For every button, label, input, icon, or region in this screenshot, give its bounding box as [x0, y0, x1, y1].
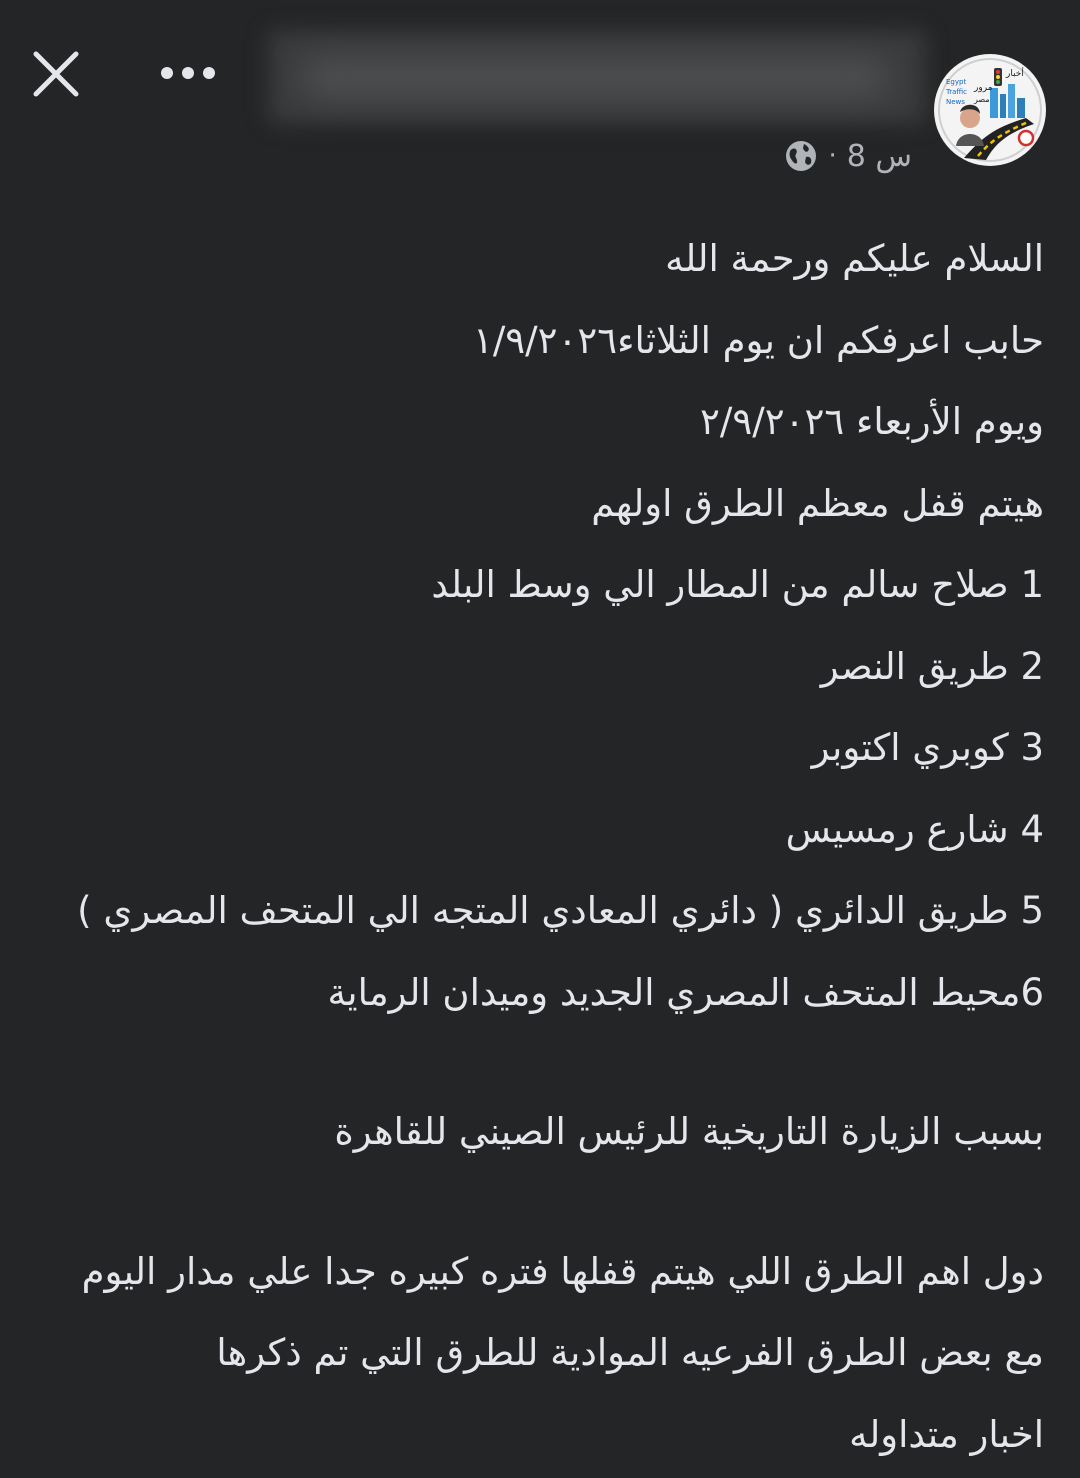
svg-text:مصر: مصر [974, 95, 990, 104]
post-time[interactable]: 8 س [846, 138, 912, 174]
post-line: هيتم قفل معظم الطرق اولهم [591, 481, 1044, 525]
post-line: السلام عليكم ورحمة الله [665, 237, 1044, 280]
svg-text:News: News [946, 98, 965, 106]
road-list-item: 3 كوبري اكتوبر [811, 726, 1044, 769]
paragraph-gap [30, 1033, 1044, 1091]
svg-text:أخبار: أخبار [1006, 69, 1024, 79]
post-line: ويوم الأربعاء ٢/٩/٢٠٢٦ [700, 400, 1044, 443]
post-line: دول اهم الطرق اللي هيتم قفلها فتره كبيره جدا علي مدار اليوم [81, 1249, 1044, 1293]
road-list-item: 5 طريق الدائري ( دائري المعادي المتجه الي المتحف المصري ) [77, 889, 1044, 932]
road-list-item: 2 طريق النصر [820, 644, 1044, 688]
paragraph-gap [30, 1173, 1044, 1231]
road-list-item: 4 شارع رمسيس [785, 807, 1044, 851]
svg-text:Egypt: Egypt [946, 78, 967, 86]
post-body [30, 218, 1044, 1475]
road-list-item: 1 صلاح سالم من المطار الي وسط البلد [431, 563, 1044, 606]
page-avatar[interactable] [934, 54, 1046, 166]
svg-text:Traffic: Traffic [946, 88, 968, 96]
post-meta [784, 134, 912, 178]
blurred-page-name-text [300, 58, 890, 98]
close-icon [32, 50, 80, 98]
road-list-item: 6محيط المتحف المصري الجديد وميدان الرماية [327, 970, 1044, 1014]
more-options-button[interactable] [150, 50, 226, 96]
post-line: اخبار متداوله [849, 1412, 1044, 1456]
meta-separator: · [828, 141, 837, 171]
post-reason: بسبب الزيارة التاريخية للرئيس الصيني للقاهرة [334, 1110, 1044, 1153]
post-line: مع بعض الطرق الفرعيه الموادية للطرق التي تم ذكرها [216, 1331, 1044, 1374]
globe-icon[interactable] [784, 139, 818, 173]
more-horizontal-icon [160, 66, 216, 80]
post-line: حابب اعرفكم ان يوم الثلاثاء١/٩/٢٠٢٦ [472, 318, 1044, 362]
egypt-traffic-news-logo [934, 54, 1046, 166]
close-button[interactable] [26, 44, 86, 104]
svg-text:مرور: مرور [974, 83, 993, 93]
